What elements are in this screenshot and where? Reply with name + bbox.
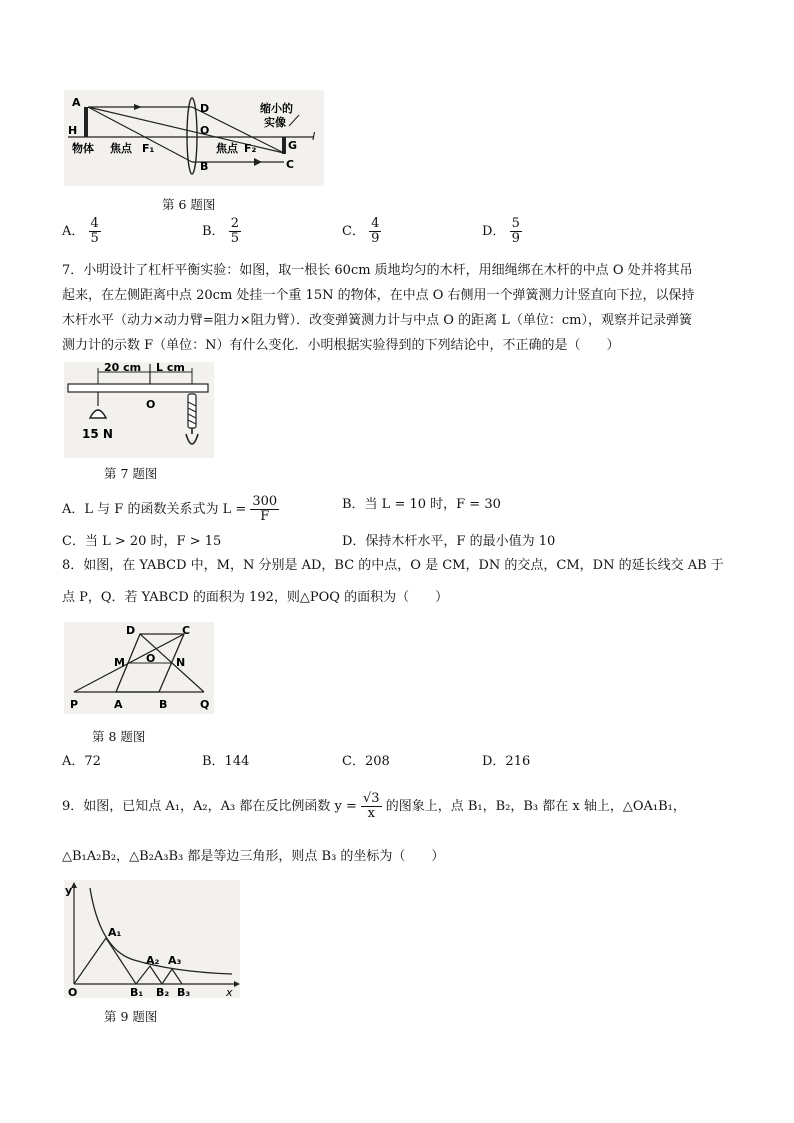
stem-text: 的图象上，点 B₁，B₂，B₃ 都在 x 轴上，△OA₁B₁， xyxy=(385,799,686,814)
q6-figure xyxy=(64,90,324,186)
q8-caption: 第 8 题图 xyxy=(92,729,146,744)
hyperbola-diagram xyxy=(64,880,240,998)
weight-label: 15 N xyxy=(82,427,113,441)
q6-option-d xyxy=(482,217,522,246)
option-letter: B． xyxy=(202,224,225,239)
option-fraction: $\frac{5}{9}$ xyxy=(511,216,520,246)
text-image-2: 实像 xyxy=(264,116,286,129)
ray-through-focus xyxy=(88,107,192,162)
q7-option-b: B．当 L = 10 时，F = 30 xyxy=(342,497,501,512)
label-F1: F₁ xyxy=(142,142,155,155)
label-B3: B₃ xyxy=(177,986,191,998)
triangle-B2A3B3 xyxy=(162,969,182,984)
label-A3: A₃ xyxy=(168,954,182,967)
lever-diagram xyxy=(64,362,214,458)
q8-stem-line-2: 点 P，Q．若 YABCD 的面积为 192，则△POQ 的面积为（ ） xyxy=(62,590,449,605)
text-focus-1: 焦点 xyxy=(110,142,132,155)
label-B2: B₂ xyxy=(156,986,170,998)
label-C: C xyxy=(286,158,295,171)
option-letter: D． xyxy=(482,224,506,239)
q7-option-d: D．保持木杆水平，F 的最小值为 10 xyxy=(342,534,556,549)
q8-option-d: D．216 xyxy=(482,754,531,769)
q7-stem-line-4: 测力计的示数 F（单位：N）有什么变化．小明根据实验得到的下列结论中，不正确的是（ ） xyxy=(62,338,620,353)
q7-figure xyxy=(64,362,214,458)
q6-option-a xyxy=(62,217,101,246)
label-D: D xyxy=(200,102,210,115)
left-length: 20 cm xyxy=(104,362,142,374)
label-M: M xyxy=(114,656,125,669)
label-O: O xyxy=(68,986,78,998)
image-arrow xyxy=(282,137,286,154)
q9-figure xyxy=(64,880,240,998)
label-N: N xyxy=(176,656,186,669)
option-fraction: $\frac{2}{5}$ xyxy=(230,216,239,246)
q9-stem-line-2: △B₁A₂B₂，△B₂A₃B₃ 都是等边三角形，则点 B₃ 的坐标为（ ） xyxy=(62,849,445,864)
label-B: B xyxy=(200,160,209,173)
option-letter: C． xyxy=(342,224,365,239)
option-fraction: $\frac{4}{5}$ xyxy=(90,216,99,246)
label-A1: A₁ xyxy=(108,926,122,939)
object-arrow xyxy=(84,107,88,137)
label-H: H xyxy=(68,124,78,137)
lens-diagram xyxy=(64,90,324,186)
text-object: 物体 xyxy=(72,142,94,155)
option-fraction: $\frac{300}{F}$ xyxy=(252,494,278,524)
option-letter: A． xyxy=(62,224,85,239)
label-B: B xyxy=(159,698,168,711)
wooden-rod xyxy=(68,384,208,392)
q6-option-b xyxy=(202,217,241,246)
q9-stem-line-1 xyxy=(62,792,686,821)
q6-caption: 第 6 题图 xyxy=(162,197,216,212)
label-Q: Q xyxy=(200,698,210,711)
weight-block xyxy=(90,410,106,418)
label-x: x xyxy=(226,986,233,998)
text-focus-2: 焦点 xyxy=(216,142,238,155)
option-text: A．L 与 F 的函数关系式为 L = xyxy=(62,502,247,517)
q9-caption: 第 9 题图 xyxy=(104,1009,158,1024)
q8-stem-line-1: 8．如图，在 YABCD 中，M，N 分别是 AD，BC 的中点，O 是 CM，DN 的交点，CM，DN 的延长线交 AB 于 xyxy=(62,558,724,573)
q7-stem-line-1: 7．小明设计了杠杆平衡实验：如图，取一根长 60cm 质地均匀的木杆，用细绳绑在木杆的中点 O 处并将其吊 xyxy=(62,263,693,278)
convex-lens xyxy=(187,98,197,174)
function-fraction: $\frac{√3}{x}$ xyxy=(362,791,380,821)
label-B1: B₁ xyxy=(130,986,144,998)
q7-stem-line-2: 起来，在左侧距离中点 20cm 处挂一个重 15N 的物体，在中点 O 右侧用一个弹簧测力计竖直向下拉，以保持 xyxy=(62,288,695,303)
right-length: L cm xyxy=(156,362,185,374)
label-P: P xyxy=(70,698,79,711)
triangle-OA1B1 xyxy=(74,938,136,984)
text-image-1: 缩小的 xyxy=(260,102,293,115)
q7-option-c: C．当 L > 20 时，F > 15 xyxy=(62,534,222,549)
q8-option-b: B．144 xyxy=(202,754,250,769)
label-C: C xyxy=(182,624,191,637)
label-D: D xyxy=(126,624,136,637)
label-A: A xyxy=(72,96,81,109)
pulling-hand xyxy=(186,428,198,444)
label-A: A xyxy=(114,698,123,711)
label-G: G xyxy=(288,139,298,152)
label-A2: A₂ xyxy=(146,954,160,967)
parallelogram-diagram xyxy=(64,622,214,714)
q6-option-c xyxy=(342,217,381,246)
q7-option-a xyxy=(62,495,279,524)
q8-option-a: A．72 xyxy=(62,754,101,769)
label-F2: F₂ xyxy=(244,142,257,155)
stem-text: 9．如图，已知点 A₁，A₂，A₃ 都在反比例函数 y = xyxy=(62,799,357,814)
q7-caption: 第 7 题图 xyxy=(104,466,158,481)
q8-option-c: C．208 xyxy=(342,754,390,769)
label-O: O xyxy=(200,124,210,137)
center-O: O xyxy=(146,398,156,411)
q8-figure xyxy=(64,622,214,714)
label-l: l xyxy=(312,130,316,143)
option-fraction: $\frac{4}{9}$ xyxy=(371,216,380,246)
q7-stem-line-3: 木杆水平（动力×动力臂=阻力×阻力臂）．改变弹簧测力计与中点 O 的距离 L（单位：cm），观察并记录弹簧 xyxy=(62,313,692,328)
label-y: y xyxy=(65,884,73,897)
triangle-B1A2B2 xyxy=(136,966,162,984)
label-O: O xyxy=(146,652,156,665)
